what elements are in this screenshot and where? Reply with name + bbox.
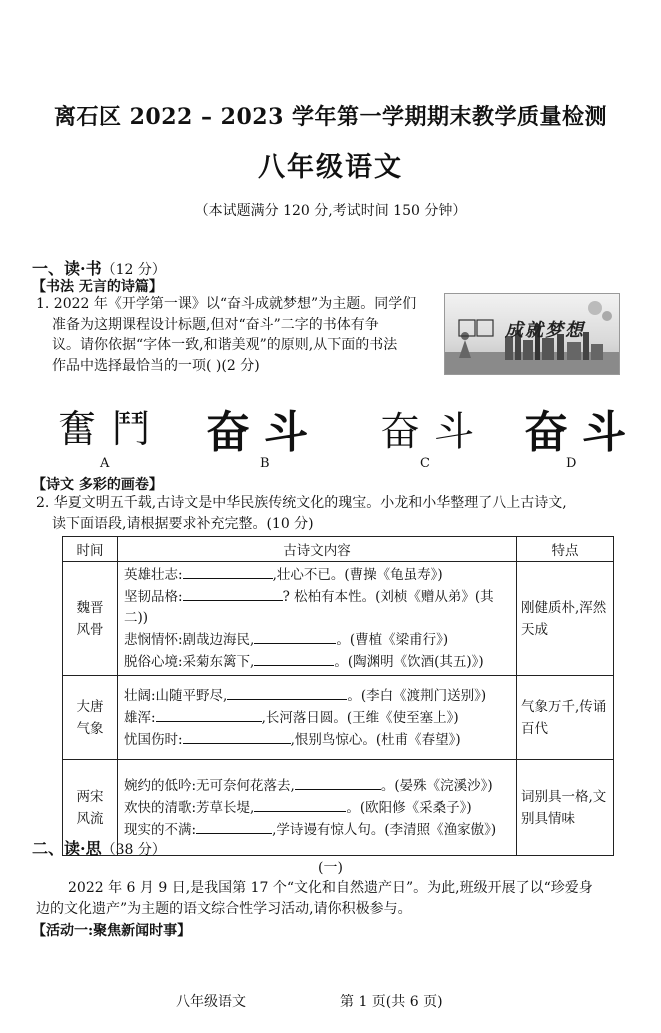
poem-line-prefix: 忧国伤时: — [124, 731, 183, 748]
section1-sub1: 【书法 无言的诗篇】 — [32, 279, 163, 295]
poem-line-suffix: ? 松柏有本性。(刘桢《赠从弟》(其二)) — [124, 589, 494, 626]
exam-title: 离石区 2022 – 2023 学年第一学期期末教学质量检测 — [53, 104, 608, 130]
option-label-b: B — [260, 456, 270, 471]
question-2-line: 2. 华夏文明五千载,古诗文是中华民族传统文化的瑰宝。小龙和小华整理了八上古诗文, — [36, 495, 567, 511]
banner-text: 成就梦想 — [505, 320, 585, 341]
poem-line-suffix: ,学诗谩有惊人句。(李清照《渔家傲》) — [272, 821, 497, 838]
answer-blank[interactable] — [254, 651, 334, 666]
table-row — [63, 562, 614, 676]
question-1-line: 1. 2022 年《开学第一课》以“奋斗成就梦想”为主题。同学们 — [36, 296, 417, 312]
subject-title: 八年级语文 — [258, 152, 403, 183]
section1-points: （12 分） — [101, 262, 166, 278]
poem-line — [124, 586, 510, 629]
section2-heading-row — [32, 836, 166, 859]
answer-blank[interactable] — [156, 707, 262, 722]
poem-line-suffix: 。(曹植《梁甫行》) — [336, 632, 449, 648]
answer-blank[interactable] — [196, 819, 272, 834]
calligraphy-option-d: 奋斗 — [524, 407, 640, 458]
question-1-line: 作品中选择最恰当的一项( )(2 分) — [52, 357, 260, 374]
poem-line-prefix: 现实的不满: — [124, 821, 197, 838]
poem-lines-cell — [118, 760, 517, 856]
question-1 — [36, 294, 441, 376]
question-1-line: 准备为这期课程设计标题,但对“奋斗”二字的书体有争 — [52, 316, 379, 333]
poem-line — [124, 651, 510, 673]
table-header-era: 时间 — [63, 537, 118, 562]
table-row — [63, 676, 614, 760]
poem-line — [124, 797, 510, 819]
poem-line-prefix: 坚韧品格: — [124, 589, 183, 605]
exam-note: （本试题满分 120 分,考试时间 150 分钟） — [194, 203, 467, 219]
era-label: 两宋风流 — [76, 788, 104, 827]
question-2 — [36, 493, 636, 534]
answer-blank[interactable] — [183, 564, 273, 579]
era-cell — [63, 562, 118, 676]
question-2-line: 读下面语段,请根据要求补充完整。(10 分) — [52, 515, 314, 532]
poem-line-suffix: 。(李白《渡荆门送别》) — [347, 687, 487, 704]
answer-blank[interactable] — [295, 775, 381, 790]
poem-line-suffix: 。(欧阳修《采桑子》) — [346, 799, 472, 816]
poem-line-prefix: 壮阔:山随平野尽, — [124, 687, 228, 704]
footer-page-number: 第 1 页(共 6 页) — [340, 994, 443, 1010]
section2-points: （38 分） — [101, 842, 166, 858]
poem-line-suffix: ,长河落日圆。(王维《使至塞上》) — [261, 709, 459, 726]
question-1-line: 议。请你依据“字体一致,和谐美观”的原则,从下面的书法 — [52, 337, 398, 353]
section2-intro-line: 边的文化遗产”为主题的语文综合性学习活动,请你积极参与。 — [36, 900, 412, 917]
poem-line-prefix: 雄浑: — [124, 709, 156, 726]
part-label: (一) — [318, 860, 343, 876]
poem-line — [124, 564, 510, 586]
calligraphy-option-a: 奮鬥 — [58, 407, 167, 451]
course-banner-image — [444, 293, 620, 375]
era-label: 大唐气象 — [76, 698, 104, 737]
poem-table-body — [63, 562, 614, 856]
section2-intro-line: 2022 年 6 月 9 日,是我国第 17 个“文化和自然遗产日”。为此,班级开展了以“珍爱身 — [68, 880, 593, 896]
feature-cell: 刚健质朴,浑然天成 — [517, 562, 614, 676]
table-header-content: 古诗文内容 — [118, 537, 517, 562]
poem-lines-cell — [118, 676, 517, 760]
calligraphy-option-b: 奋斗 — [206, 407, 322, 458]
poem-line — [124, 707, 510, 729]
answer-blank[interactable] — [254, 629, 336, 644]
poem-lines-cell — [118, 562, 517, 676]
era-cell — [63, 676, 118, 760]
answer-blank[interactable] — [254, 797, 346, 812]
answer-blank[interactable] — [183, 729, 291, 744]
calligraphy-option-c: 奋斗 — [380, 409, 488, 455]
poem-table — [62, 536, 614, 856]
feature-cell: 词别具一格,文别具情味 — [517, 760, 614, 856]
footer-subject: 八年级语文 — [176, 994, 246, 1010]
poem-line — [124, 819, 510, 841]
poem-line-suffix: ,恨别鸟惊心。(杜甫《春望》) — [290, 731, 461, 748]
option-label-a: A — [100, 456, 110, 471]
poem-line-prefix: 悲悯情怀:剧哉边海民, — [124, 632, 255, 648]
poem-line — [124, 685, 510, 707]
answer-blank[interactable] — [183, 586, 283, 601]
poem-line-prefix: 脱俗心境:采菊东篱下, — [124, 654, 255, 670]
poem-line — [124, 629, 510, 651]
activity-1-heading: 【活动一:聚焦新闻时事】 — [32, 923, 192, 939]
option-label-c: C — [420, 456, 430, 471]
option-label-d: D — [566, 456, 577, 471]
table-header-feature: 特点 — [517, 537, 614, 562]
poem-line — [124, 775, 510, 797]
section1-heading: 一、读·书 — [32, 259, 102, 278]
feature-cell: 气象万千,传诵百代 — [517, 676, 614, 760]
poem-line-suffix: ,壮心不已。(曹操《龟虽寿》) — [272, 567, 443, 583]
section2-heading: 二、读·思 — [32, 839, 102, 858]
poem-line — [124, 729, 510, 751]
poem-line-prefix: 英雄壮志: — [124, 567, 183, 583]
era-label: 魏晋风骨 — [76, 599, 104, 638]
section1-sub2: 【诗文 多彩的画卷】 — [32, 477, 163, 493]
poem-line-prefix: 欢快的清歌:芳草长堤, — [124, 799, 255, 816]
section2-intro — [36, 878, 636, 919]
poem-line-suffix: 。(陶渊明《饮酒(其五)》) — [334, 654, 484, 670]
table-header-row — [63, 537, 614, 562]
answer-blank[interactable] — [227, 685, 347, 700]
poem-line-suffix: 。(晏殊《浣溪沙》) — [380, 777, 493, 794]
poem-line-prefix: 婉约的低吟:无可奈何花落去, — [124, 777, 295, 794]
